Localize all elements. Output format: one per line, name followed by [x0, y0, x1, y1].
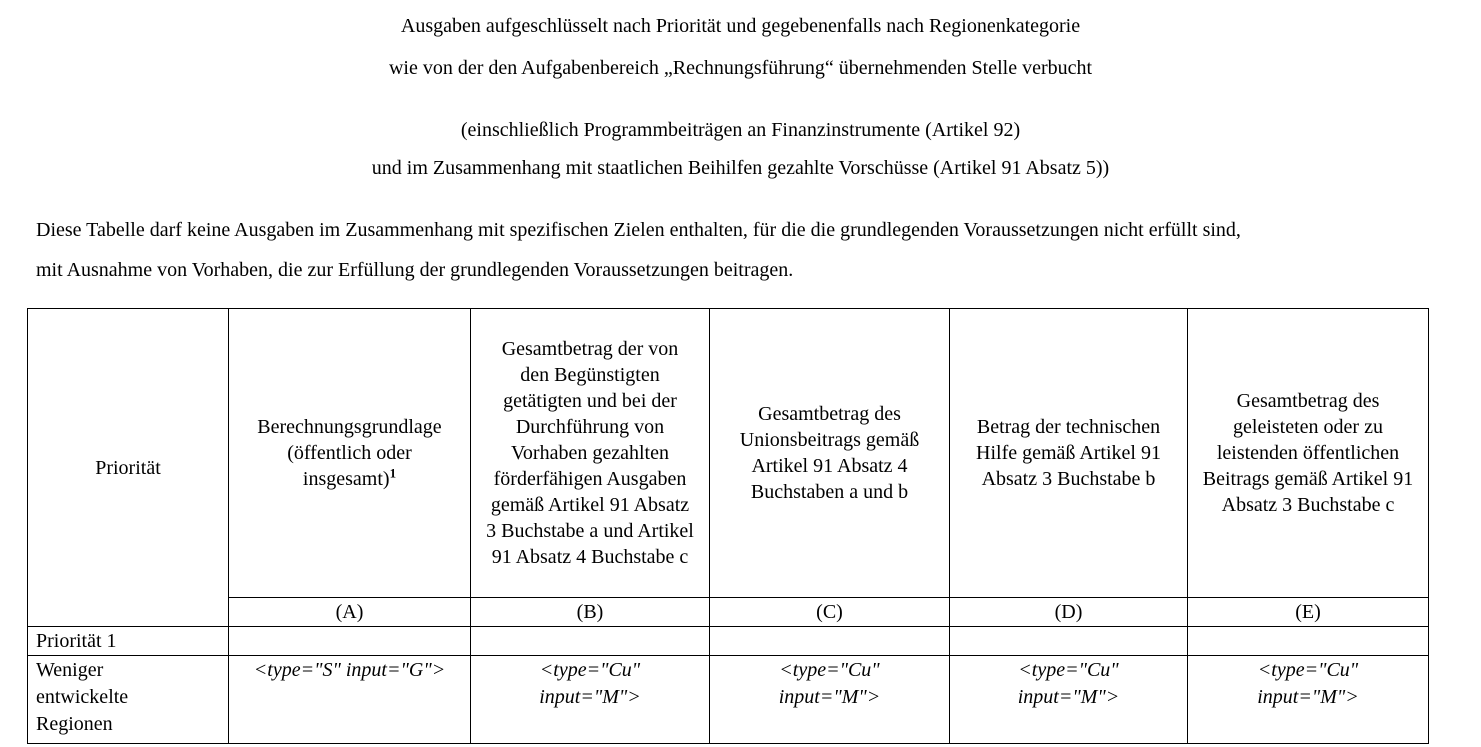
priority-1-cell-c [710, 627, 950, 656]
region-cell-e: <type="Cu" input="M"> [1188, 656, 1429, 744]
region-cell-c: <type="Cu" input="M"> [710, 656, 950, 744]
priority-1-cell-b [471, 627, 710, 656]
priority-1-cell-d [950, 627, 1188, 656]
title-line-1: Ausgaben aufgeschlüsselt nach Priorität und gegebenenfalls nach Regionenkategorie [400, 15, 1081, 37]
priority-1-cell-a [229, 627, 471, 656]
expenditure-table [27, 308, 1429, 744]
subtitle-line-2: und im Zusammenhang mit staatlichen Beihilfen gezahlte Vorschüsse (Artikel 91 Absatz 5)) [371, 157, 1110, 179]
region-cell-a: <type="S" input="G"> [229, 656, 471, 744]
column-letter-d: (D) [950, 598, 1188, 627]
table-row-less-developed-regions [28, 656, 1429, 744]
header-priority: Priorität [28, 309, 229, 627]
region-cell-b: <type="Cu" input="M"> [471, 656, 710, 744]
footnote-marker: 1 [389, 465, 397, 481]
header-column-a-text: Berechnungsgrundlage (öffentlich oder insgesamt) [257, 416, 442, 490]
header-column-e: Gesamtbetrag des geleisteten oder zu leistenden öffentlichen Beitrags gemäß Artikel 91 Absatz 3 Buchstabe c [1188, 309, 1429, 598]
column-letter-e: (E) [1188, 598, 1429, 627]
priority-1-cell-e [1188, 627, 1429, 656]
table-header-row [28, 309, 1429, 598]
header-column-b: Gesamtbetrag der von den Begünstigten getätigten und bei der Durchführung von Vorhaben gezahlten förderfähigen Ausgaben gemäß Artikel 91 Absatz 3 Buchstabe a und Artikel 91 Absatz 4 Buchstabe c [471, 309, 710, 598]
note-line-2: mit Ausnahme von Vorhaben, die zur Erfüllung der grundlegenden Voraussetzungen beitragen. [36, 259, 794, 281]
table-row-priority-1 [28, 627, 1429, 656]
header-column-c: Gesamtbetrag des Unionsbeitrags gemäß Artikel 91 Absatz 4 Buchstaben a und b [710, 309, 950, 598]
title-line-2: wie von der den Aufgabenbereich „Rechnungsführung“ übernehmenden Stelle verbucht [388, 57, 1093, 79]
column-letter-b: (B) [471, 598, 710, 627]
header-column-a [229, 309, 471, 598]
column-letters-row [28, 598, 1429, 627]
region-cell-d: <type="Cu" input="M"> [950, 656, 1188, 744]
header-column-d: Betrag der technischen Hilfe gemäß Artikel 91 Absatz 3 Buchstabe b [950, 309, 1188, 598]
note-line-1: Diese Tabelle darf keine Ausgaben im Zusammenhang mit spezifischen Zielen enthalten, für die die grundlegenden Voraussetzungen nicht erfüllt sind, [36, 219, 1241, 241]
column-letter-a: (A) [229, 598, 471, 627]
column-letter-c: (C) [710, 598, 950, 627]
subtitle-line-1: (einschließlich Programmbeiträgen an Finanzinstrumente (Artikel 92) [460, 119, 1021, 141]
priority-1-label: Priorität 1 [28, 627, 229, 656]
region-label: Weniger entwickelte Regionen [28, 656, 229, 744]
